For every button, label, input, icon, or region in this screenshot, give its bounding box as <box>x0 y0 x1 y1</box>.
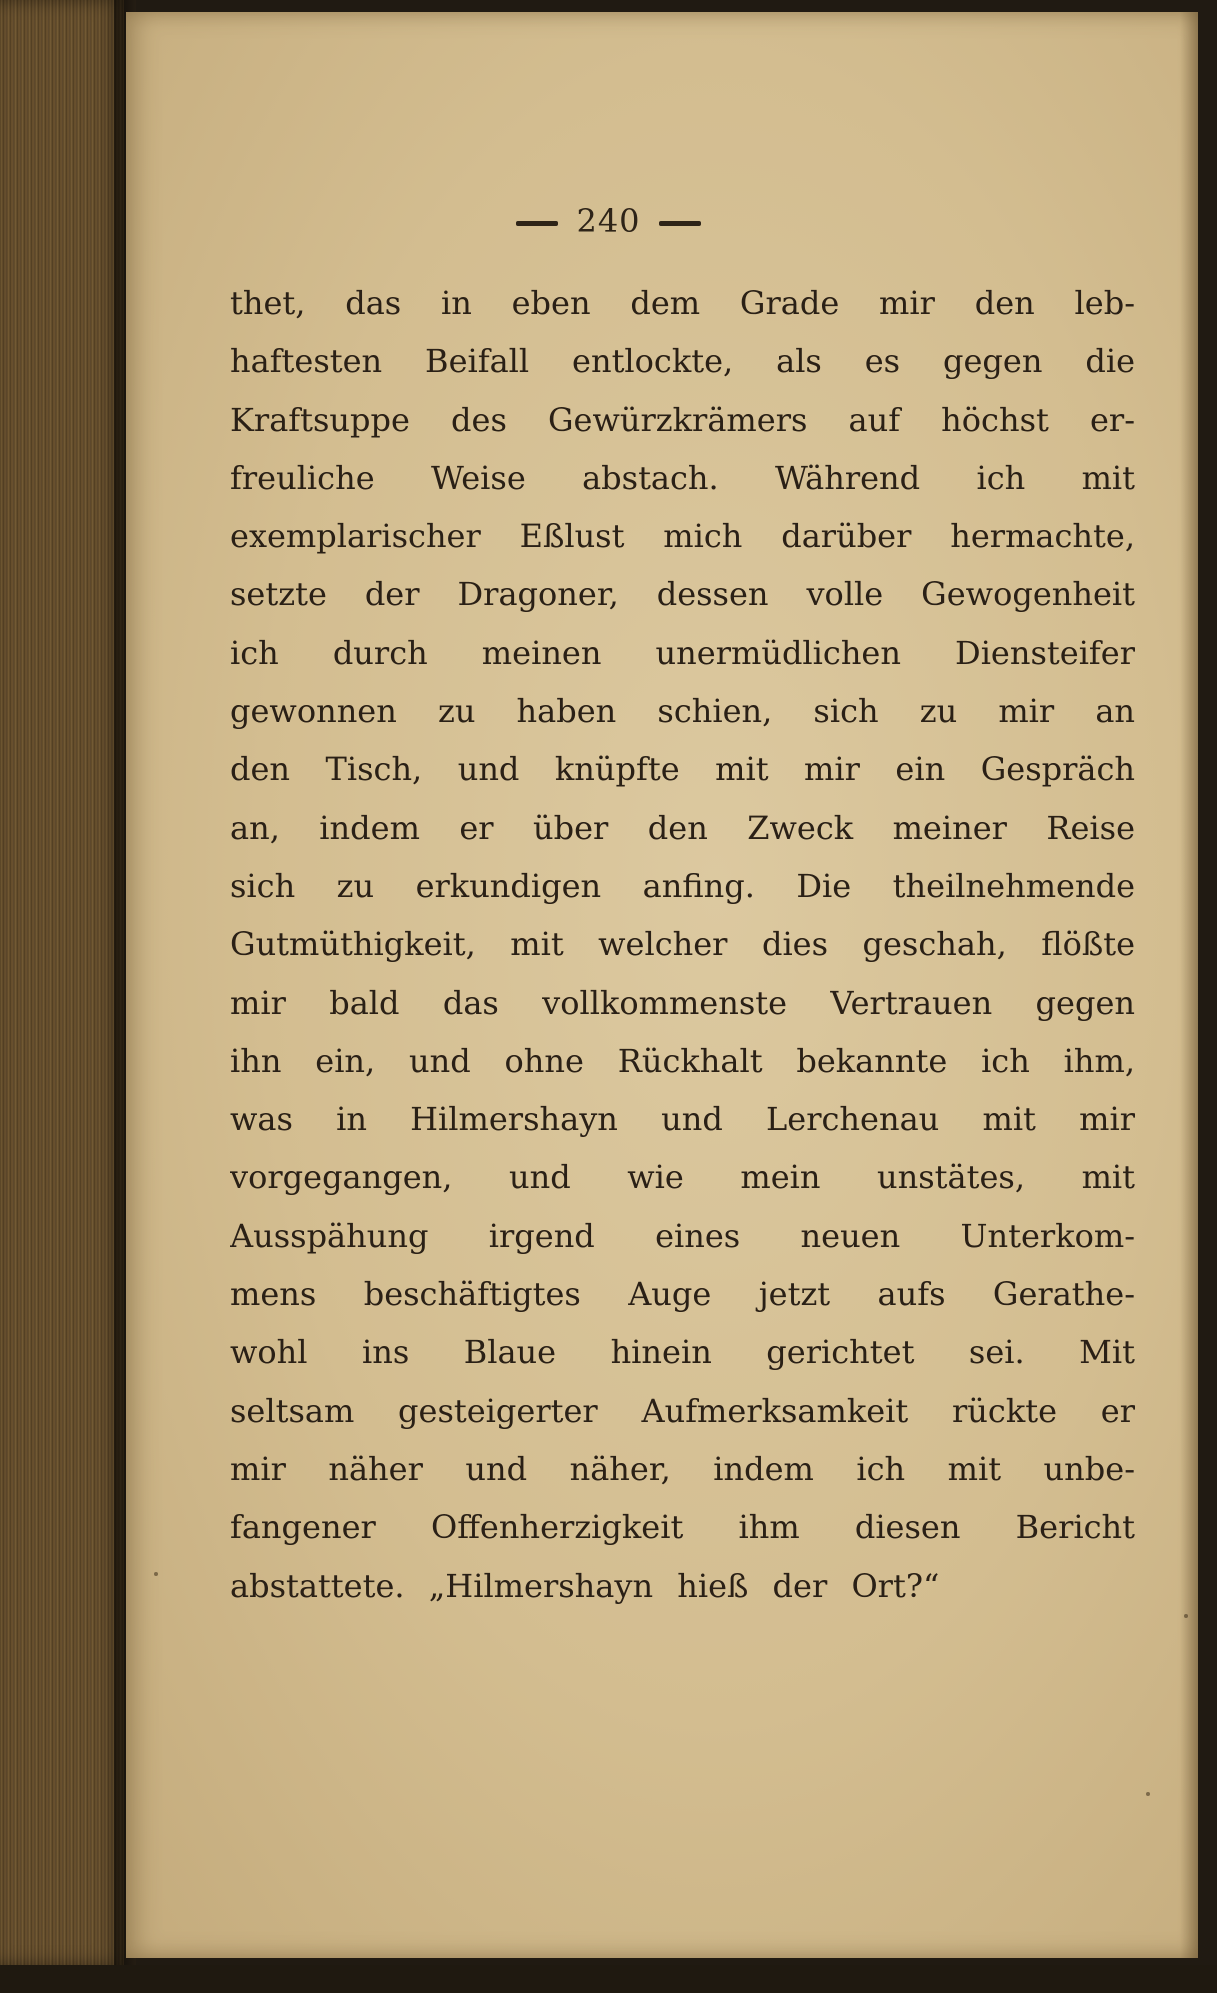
text-line: abstattete. „Hilmershayn hieß der Ort?“ <box>230 1566 940 1605</box>
text-line: wohl ins Blaue hinein gerichtet sei. Mit <box>230 1333 1135 1372</box>
left-dash <box>516 221 558 226</box>
paper-speck <box>1146 1792 1150 1796</box>
text-line: ihn ein, und ohne Rückhalt bekannte ich ihm, <box>230 1041 1135 1080</box>
page-number: 240 <box>576 202 641 240</box>
text-line: setzte der Dragoner, dessen volle Gewogenheit <box>230 575 1135 614</box>
text-line: sich zu erkundigen anfing. Die theilnehmende <box>230 866 1135 905</box>
text-line: Kraftsuppe des Gewürzkrämers auf höchst er- <box>230 400 1135 439</box>
body-text <box>230 274 1135 1615</box>
text-line: haftesten Beifall entlockte, als es gegen die <box>230 342 1135 381</box>
text-line: freuliche Weise abstach. Während ich mit <box>230 458 1135 497</box>
right-dash <box>659 221 701 226</box>
text-line: mens beschäftigtes Auge jetzt aufs Gerathe- <box>230 1275 1135 1314</box>
text-line: was in Hilmershayn und Lerchenau mit mir <box>230 1100 1135 1139</box>
text-line: ich durch meinen unermüdlichen Diensteifer <box>230 633 1135 672</box>
paper-speck <box>154 1572 158 1576</box>
paper-speck <box>1184 1614 1188 1618</box>
text-line: seltsam gesteigerter Aufmerksamkeit rückte er <box>230 1391 1135 1430</box>
text-line: mir näher und näher, indem ich mit unbe- <box>230 1449 1135 1488</box>
text-line: gewonnen zu haben schien, sich zu mir an <box>230 692 1135 731</box>
scan-bottom-strip <box>0 1965 1217 1993</box>
text-line: den Tisch, und knüpfte mit mir ein Gespräch <box>230 750 1135 789</box>
page-number-header <box>0 202 1217 240</box>
text-line: Ausspähung irgend eines neuen Unterkom- <box>230 1216 1135 1255</box>
page-right-edge <box>1180 12 1198 1958</box>
text-line: thet, das in eben dem Grade mir den leb- <box>230 284 1135 322</box>
text-line: Gutmüthigkeit, mit welcher dies geschah, flößte <box>230 925 1135 964</box>
text-line: mir bald das vollkommenste Vertrauen gegen <box>230 983 1135 1022</box>
text-line: vorgegangen, und wie mein unstätes, mit <box>230 1158 1135 1197</box>
text-line: exemplarischer Eßlust mich darüber hermachte, <box>230 517 1135 556</box>
book-page-edges <box>0 0 124 1965</box>
text-line: an, indem er über den Zweck meiner Reise <box>230 808 1135 847</box>
text-line: fangener Offenherzigkeit ihm diesen Bericht <box>230 1508 1135 1547</box>
